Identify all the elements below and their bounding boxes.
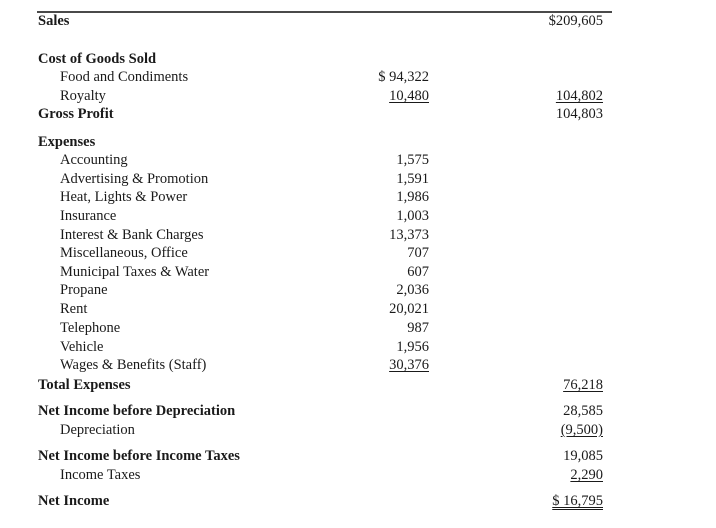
statement-row xyxy=(0,492,716,510)
row-label: Rent xyxy=(60,301,88,317)
statement-row xyxy=(0,170,716,188)
total-amount: $ 16,795 xyxy=(552,493,603,509)
detail-amount: 1,956 xyxy=(396,339,429,355)
detail-amount: 2,036 xyxy=(396,282,429,298)
detail-amount: 1,591 xyxy=(396,171,429,187)
total-amount: $209,605 xyxy=(548,13,603,29)
row-label: Depreciation xyxy=(60,422,135,438)
row-label: Accounting xyxy=(60,152,128,168)
row-label: Heat, Lights & Power xyxy=(60,189,188,205)
row-label: Municipal Taxes & Water xyxy=(60,264,210,280)
total-amount: 28,585 xyxy=(563,403,603,419)
statement-row xyxy=(0,188,716,206)
row-label: Net Income before Depreciation xyxy=(38,403,236,419)
statement-row xyxy=(0,281,716,299)
detail-amount: 30,376 xyxy=(389,357,429,373)
row-label: Gross Profit xyxy=(38,106,114,122)
statement-row xyxy=(0,226,716,244)
row-label: Income Taxes xyxy=(60,467,141,483)
detail-amount: 10,480 xyxy=(389,88,429,104)
row-label: Total Expenses xyxy=(38,377,131,393)
statement-row xyxy=(0,105,716,123)
statement-row xyxy=(0,402,716,420)
detail-amount: 707 xyxy=(407,245,429,261)
row-label: Expenses xyxy=(38,134,96,150)
statement-row xyxy=(0,50,716,68)
statement-row xyxy=(0,12,716,30)
statement-row xyxy=(0,356,716,374)
row-label: Net Income xyxy=(38,493,110,509)
statement-row xyxy=(0,466,716,484)
statement-row xyxy=(0,133,716,151)
row-label: Net Income before Income Taxes xyxy=(38,448,240,464)
statement-row xyxy=(0,151,716,169)
row-label: Wages & Benefits (Staff) xyxy=(60,357,207,373)
statement-row xyxy=(0,68,716,86)
statement-row xyxy=(0,244,716,262)
total-amount: (9,500) xyxy=(560,422,603,438)
row-label: Telephone xyxy=(60,320,121,336)
row-label: Cost of Goods Sold xyxy=(38,51,157,67)
total-amount: 104,803 xyxy=(555,106,603,122)
detail-amount: 987 xyxy=(407,320,429,336)
total-amount: 76,218 xyxy=(563,377,603,393)
statement-row xyxy=(0,263,716,281)
row-label: Vehicle xyxy=(60,339,104,355)
row-label: Royalty xyxy=(60,88,106,104)
total-amount: 104,802 xyxy=(555,88,603,104)
total-amount: 19,085 xyxy=(563,448,603,464)
statement-row xyxy=(0,319,716,337)
detail-amount: 1,986 xyxy=(396,189,429,205)
row-label: Advertising & Promotion xyxy=(60,171,209,187)
detail-amount: 607 xyxy=(407,264,429,280)
statement-row xyxy=(0,421,716,439)
detail-amount: 1,575 xyxy=(396,152,429,168)
statement-row xyxy=(0,338,716,356)
detail-amount: 13,373 xyxy=(389,227,429,243)
statement-row xyxy=(0,300,716,318)
total-amount: 2,290 xyxy=(570,467,603,483)
statement-row xyxy=(0,87,716,105)
row-label: Sales xyxy=(38,13,70,29)
row-label: Interest & Bank Charges xyxy=(60,227,204,243)
statement-row xyxy=(0,207,716,225)
row-label: Propane xyxy=(60,282,108,298)
detail-amount: 1,003 xyxy=(396,208,429,224)
row-label: Miscellaneous, Office xyxy=(60,245,188,261)
row-label: Insurance xyxy=(60,208,117,224)
detail-amount: $ 94,322 xyxy=(378,69,429,85)
statement-row xyxy=(0,447,716,465)
row-label: Food and Condiments xyxy=(60,69,189,85)
detail-amount: 20,021 xyxy=(389,301,429,317)
statement-row xyxy=(0,376,716,394)
